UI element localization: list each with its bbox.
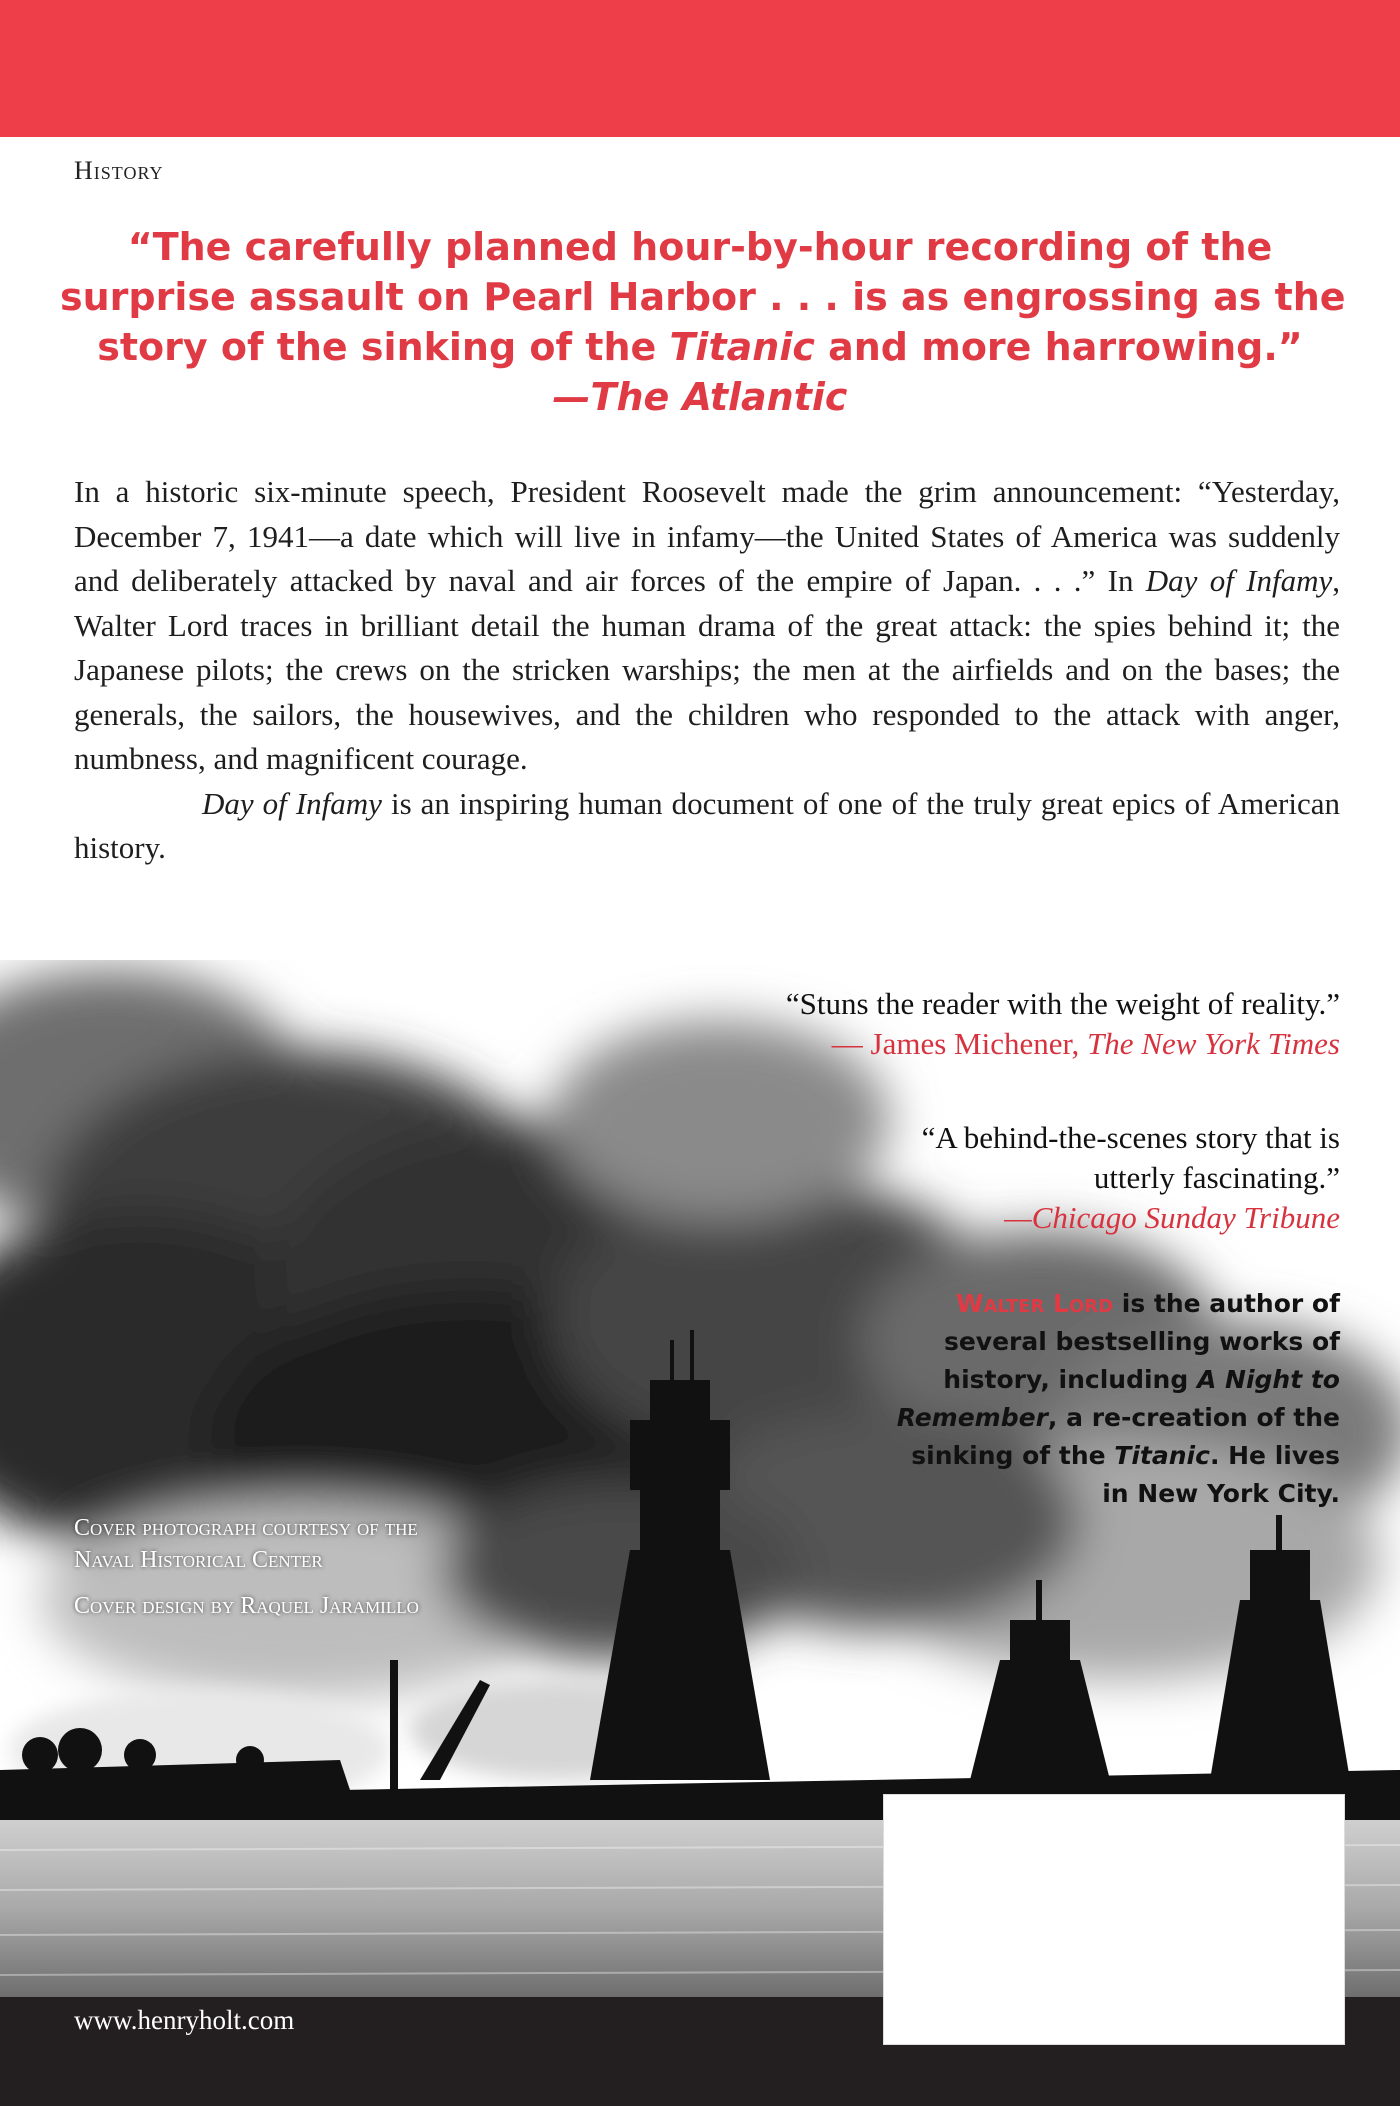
blurb-attribution: — James Michener, The New York Times bbox=[831, 1026, 1340, 1061]
quote-line: surprise assault on Pearl Harbor . . . is as engrossing as the bbox=[60, 275, 1346, 319]
blurb-quote: “A behind-the-scenes story that is bbox=[921, 1120, 1340, 1155]
book-description bbox=[74, 470, 1340, 871]
top-color-band bbox=[0, 0, 1400, 137]
barcode-area bbox=[883, 1794, 1345, 2045]
photo-credit: Naval Historical Center bbox=[74, 1547, 323, 1573]
quote-source: —The Atlantic bbox=[552, 375, 848, 419]
book-title: Day of Infamy bbox=[1145, 563, 1333, 598]
author-name: Walter Lord bbox=[955, 1289, 1114, 1318]
review-blurb bbox=[440, 984, 1340, 1064]
book-title: Titanic bbox=[669, 325, 815, 369]
description-paragraph: In a historic six-minute speech, President Roosevelt made the grim announcement: “Yesterday, December 7, 1941—a date which will live in infamy—the United States of America was suddenly and deliberately attacked by naval and air forces of the empire of Japan. . . .” In Day of Infamy, Walter Lord traces in brilliant detail the human drama of the great attack: the spies behind it; the Japanese pilots; the crews on the stricken warships; the men at the airfields and on the bases; the generals, the sailors, the housewives, and the children who responded to the attack with anger, numbness, and magnificent courage. bbox=[74, 474, 1341, 776]
description-paragraph: Day of Infamy is an inspiring human document of one of the truly great epics of American history. bbox=[74, 785, 1340, 865]
cover-credits bbox=[74, 1512, 594, 1622]
book-title: Titanic bbox=[1114, 1441, 1210, 1470]
blurb-quote: utterly fascinating.” bbox=[1093, 1160, 1340, 1195]
blurb-attribution: —Chicago Sunday Tribune bbox=[1004, 1200, 1340, 1235]
review-blurb bbox=[640, 1118, 1340, 1238]
publisher-url: www.henryholt.com bbox=[74, 2005, 295, 2035]
blurb-quote: “Stuns the reader with the weight of reality.” bbox=[785, 986, 1340, 1021]
photo-credit: Cover photograph courtesy of the bbox=[74, 1515, 418, 1541]
category-label: History bbox=[74, 156, 164, 185]
featured-review-quote bbox=[60, 222, 1346, 422]
design-credit: Cover design by Raquel Jaramillo bbox=[74, 1593, 419, 1619]
author-bio: Walter Lord is the author of several bestselling works of history, including A Night to Remember, a re-creation of the sinking of the Titanic. He lives in New York City. bbox=[896, 1289, 1340, 1508]
quote-line: story of the sinking of the Titanic and more harrowing.” bbox=[97, 325, 1303, 369]
book-title: Day of Infamy bbox=[202, 785, 382, 821]
book-title: A Night to Remember bbox=[896, 1365, 1340, 1432]
quote-line: “The carefully planned hour-by-hour recording of the bbox=[127, 225, 1273, 269]
